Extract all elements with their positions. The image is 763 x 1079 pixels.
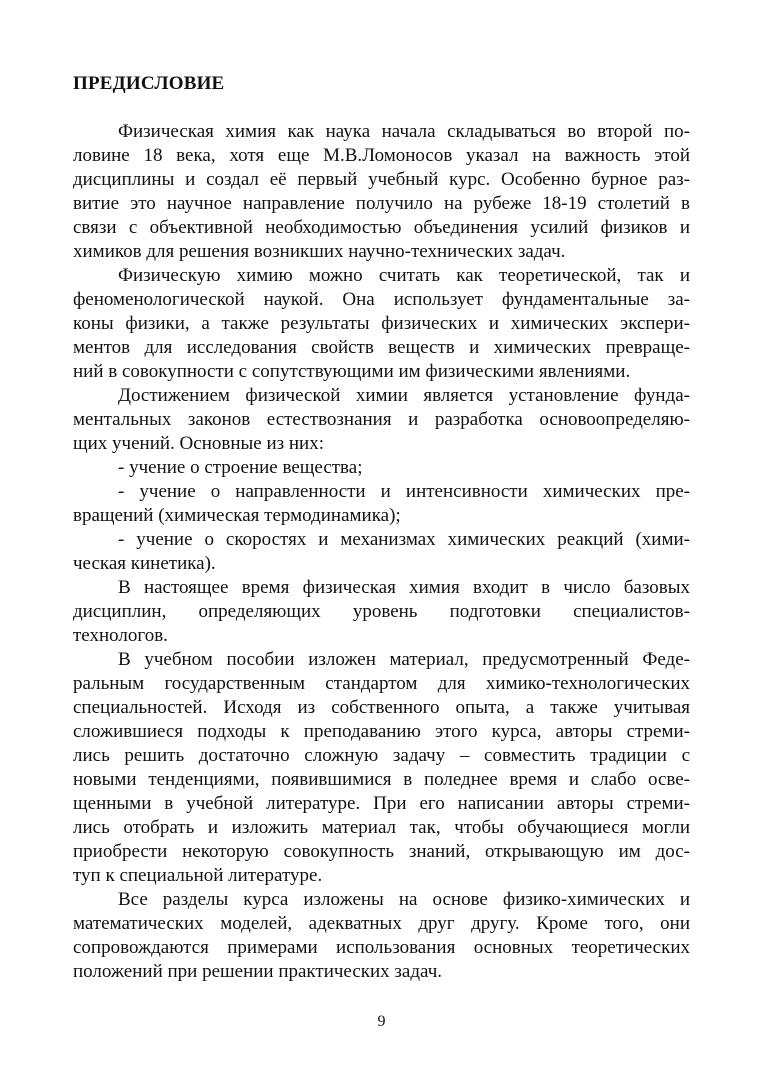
text-line: связи с объективной необходимостью объединения усилий физиков и xyxy=(73,217,690,238)
text-line: математических моделей, адекватных друг другу. Кроме того, они xyxy=(73,913,690,934)
text-line: вращений (химическая термодинамика); xyxy=(73,505,401,526)
text-line: коны физики, а также результаты физических и химических экспери- xyxy=(73,313,690,334)
text-line: Физическую химию можно считать как теоретической, так и xyxy=(118,265,690,286)
page-number: 9 xyxy=(377,1013,386,1030)
text-line: Физическая химия как наука начала складываться во второй по- xyxy=(118,121,690,142)
text-line: сопровождаются примерами использования основных теоретических xyxy=(73,937,690,958)
page-title: ПРЕДИСЛОВИЕ xyxy=(73,73,225,94)
text-line: дисциплин, определяющих уровень подготовки специалистов- xyxy=(73,601,690,622)
text-line: Все разделы курса изложены на основе физико-химических и xyxy=(118,889,690,910)
text-line: положений при решении практических задач. xyxy=(73,961,443,982)
body-text xyxy=(73,120,690,984)
text-line: специальностей. Исходя из собственного опыта, а также учитывая xyxy=(73,697,690,718)
text-line: витие это научное направление получило на рубеже 18-19 столетий в xyxy=(73,193,690,214)
text-line: щенными в учебной литературе. При его написании авторы стреми- xyxy=(73,793,690,814)
text-line: лись решить достаточно сложную задачу – совместить традиции с xyxy=(73,745,690,766)
text-line: - учение о скоростях и механизмах химических реакций (хими- xyxy=(118,529,690,550)
text-line: новыми тенденциями, появившимися в поледнее время и слабо осве- xyxy=(73,769,690,790)
text-line: В учебном пособии изложен материал, предусмотренный Феде- xyxy=(118,649,690,670)
text-line: ментальных законов естествознания и разработка основоопределяю- xyxy=(73,409,690,430)
text-line: ческая кинетика). xyxy=(73,553,216,574)
text-line: ний в совокупности с сопутствующими им физическими явлениями. xyxy=(73,361,631,382)
text-line: феноменологической наукой. Она использует фундаментальные за- xyxy=(73,289,690,310)
text-line: технологов. xyxy=(73,625,168,646)
document-page xyxy=(73,0,690,1079)
text-line: - учение о направленности и интенсивности химических пре- xyxy=(118,481,690,502)
text-line: ловине 18 века, хотя еще М.В.Ломоносов указал на важность этой xyxy=(73,145,690,166)
text-line: сложившиеся подходы к преподаванию этого курса, авторы стреми- xyxy=(73,721,690,742)
text-line: туп к специальной литературе. xyxy=(73,865,323,886)
text-line: Достижением физической химии является установление фунда- xyxy=(118,385,690,406)
text-line: дисциплины и создал её первый учебный курс. Особенно бурное раз- xyxy=(73,169,690,190)
text-line: лись отобрать и изложить материал так, чтобы обучающиеся могли xyxy=(73,817,690,838)
text-line: приобрести некоторую совокупность знаний, открывающую им дос- xyxy=(73,841,690,862)
text-line: щих учений. Основные из них: xyxy=(73,433,324,454)
text-line: - учение о строение вещества; xyxy=(118,457,363,478)
text-line: ральным государственным стандартом для химико-технологических xyxy=(73,673,690,694)
text-line: В настоящее время физическая химия входит в число базовых xyxy=(118,577,690,598)
text-line: химиков для решения возникших научно-технических задач. xyxy=(73,241,566,262)
text-line: ментов для исследования свойств веществ и химических превраще- xyxy=(73,337,690,358)
